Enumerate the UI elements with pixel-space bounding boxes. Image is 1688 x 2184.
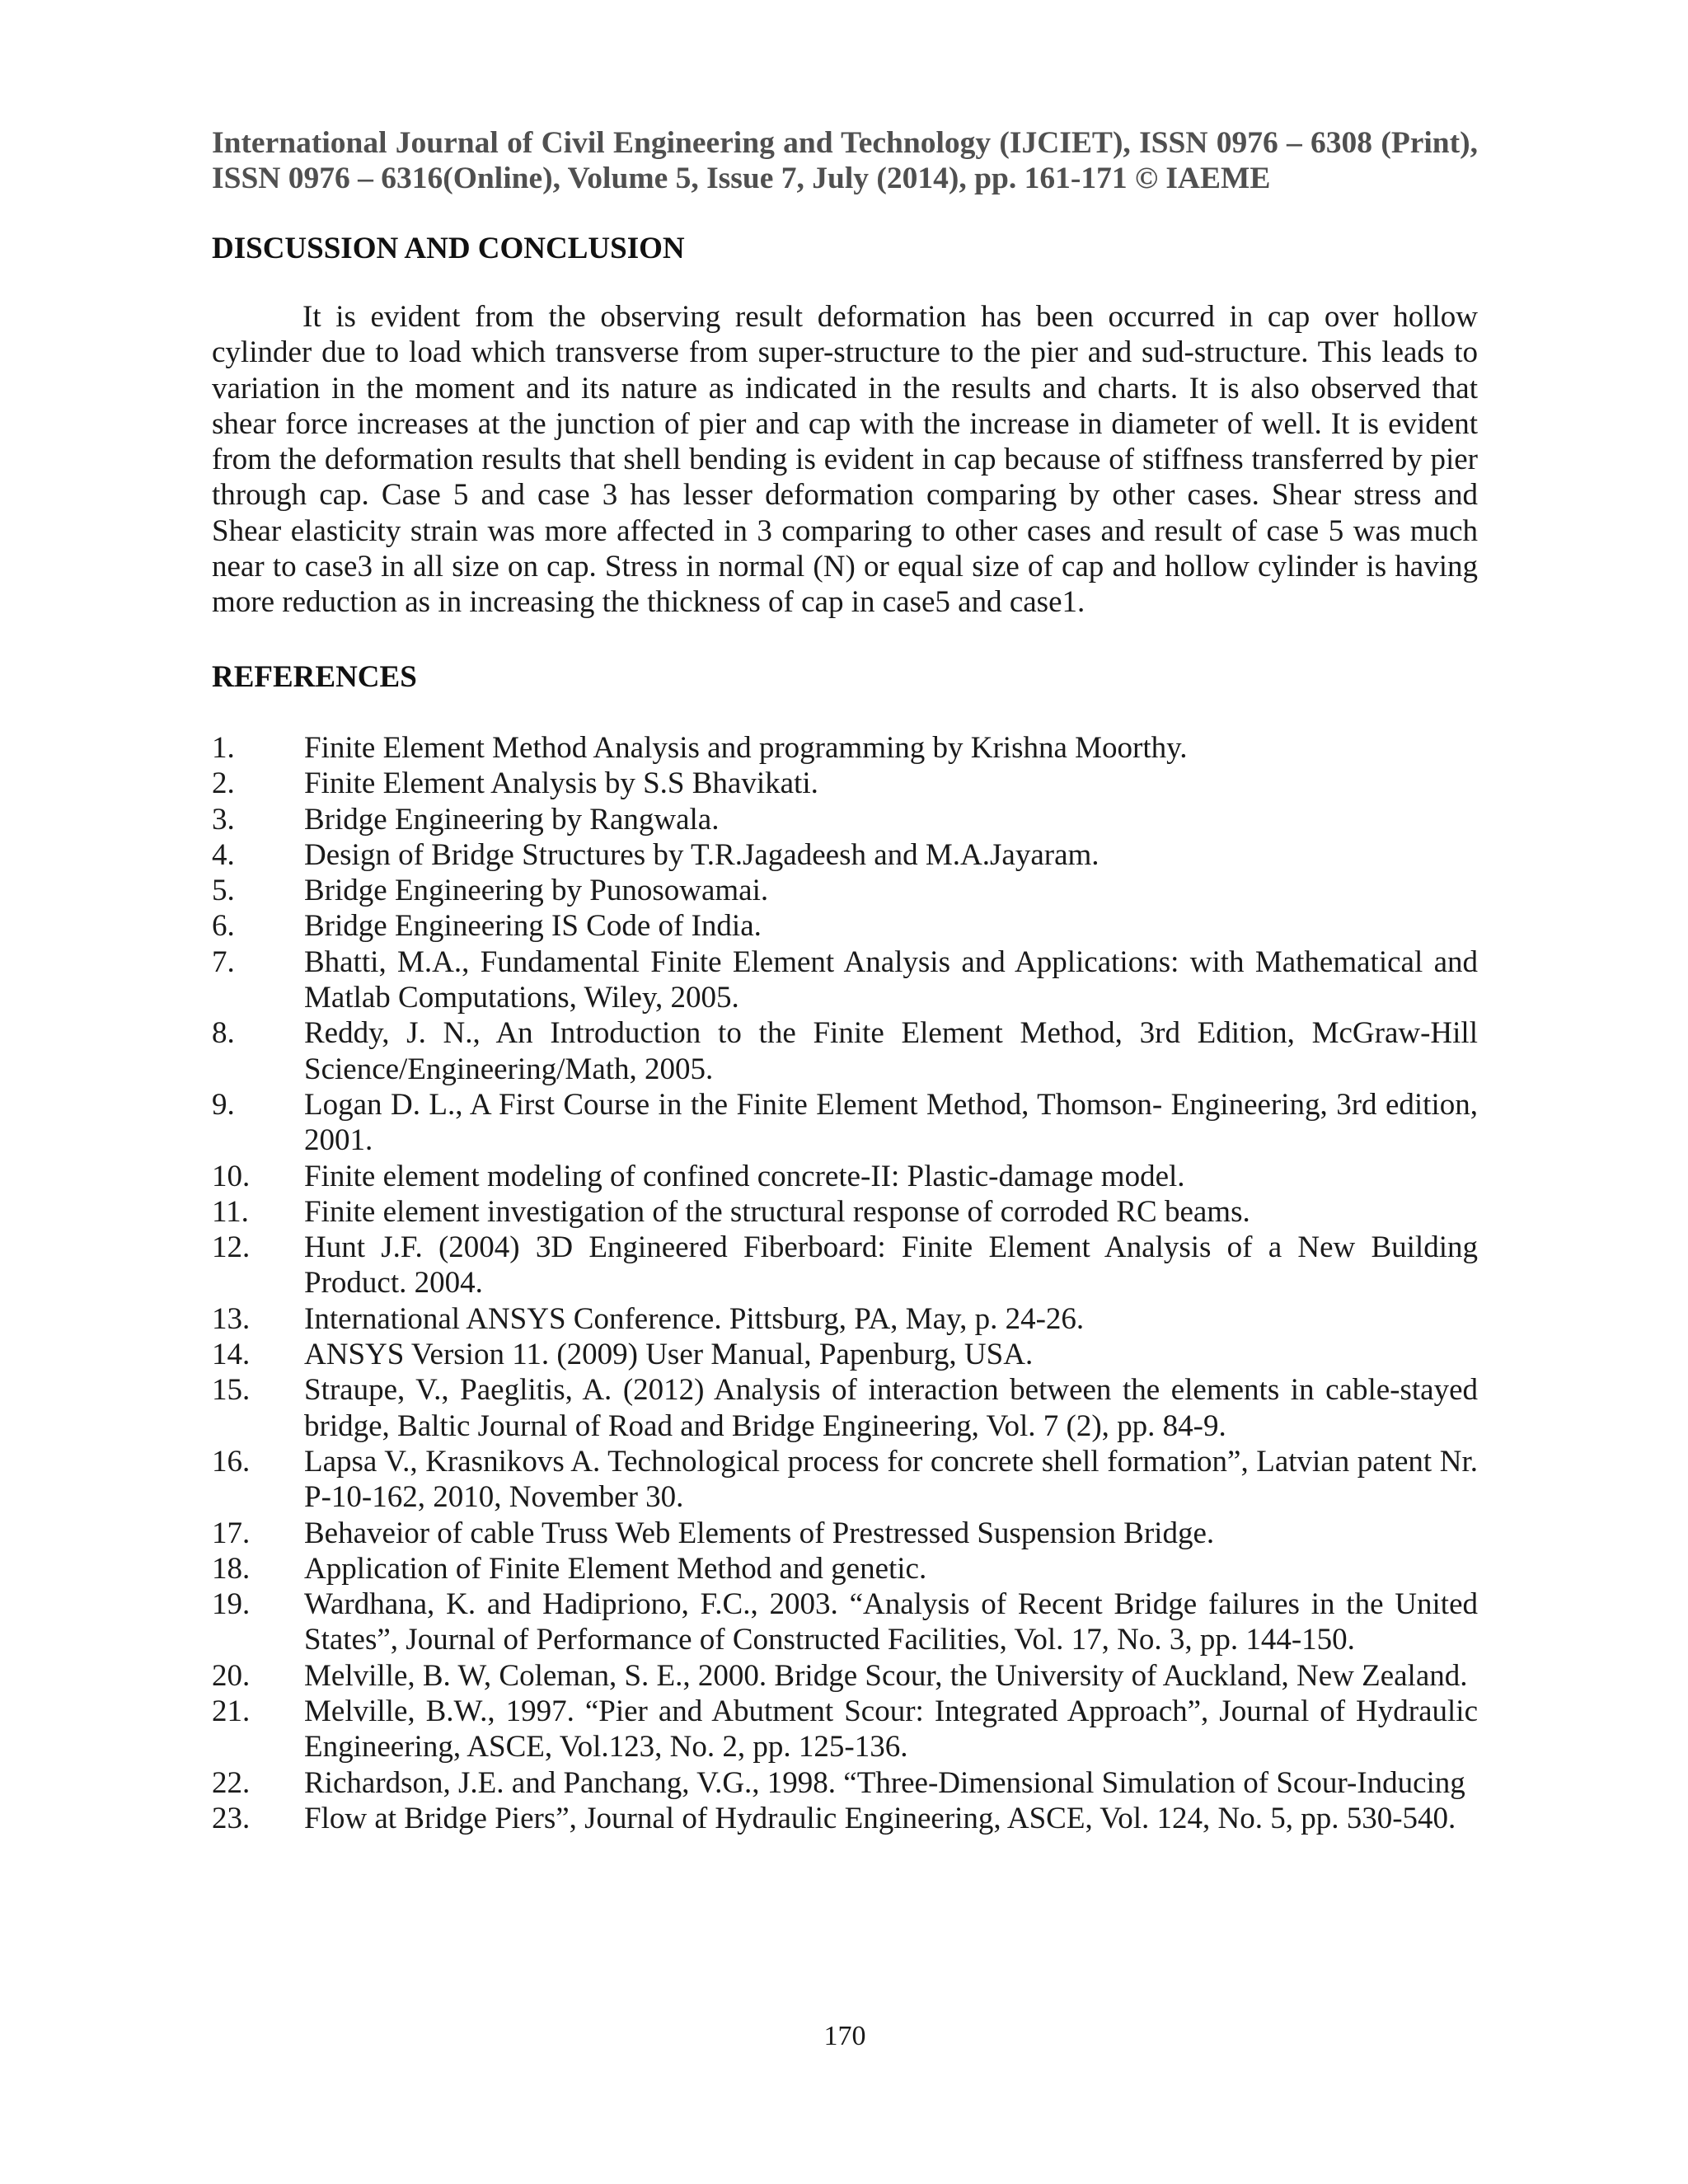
reference-list <box>212 730 1478 1836</box>
reference-item <box>212 1586 1478 1658</box>
reference-item <box>212 837 1478 873</box>
reference-text: Design of Bridge Structures by T.R.Jagadeesh and M.A.Jayaram. <box>304 837 1100 872</box>
reference-item <box>212 1658 1478 1694</box>
reference-item <box>212 1801 1478 1836</box>
reference-text: Logan D. L., A First Course in the Finite Element Method, Thomson- Engineering, 3rd edition, 2001. <box>304 1087 1478 1158</box>
reference-number: 18. <box>212 1551 251 1586</box>
reference-number: 20. <box>212 1658 251 1693</box>
reference-item <box>212 1444 1478 1516</box>
reference-number: 11. <box>212 1194 249 1229</box>
reference-item <box>212 1765 1478 1801</box>
reference-text: Lapsa V., Krasnikovs A. Technological process for concrete shell formation”, Latvian patent Nr. P-10-162, 2010, November 30. <box>304 1444 1478 1515</box>
reference-number: 6. <box>212 909 235 944</box>
reference-text: Finite element modeling of confined concrete-II: Plastic-damage model. <box>304 1159 1185 1193</box>
reference-text: Behaveior of cable Truss Web Elements of Prestressed Suspension Bridge. <box>304 1516 1215 1550</box>
reference-item <box>212 1194 1478 1230</box>
reference-item <box>212 1159 1478 1194</box>
reference-number: 15. <box>212 1373 251 1408</box>
reference-number: 9. <box>212 1087 235 1122</box>
reference-text: Bridge Engineering by Punosowamai. <box>304 874 769 908</box>
reference-text: Application of Finite Element Method and genetic. <box>304 1551 927 1586</box>
reference-text: Finite Element Analysis by S.S Bhavikati. <box>304 766 818 801</box>
reference-item <box>212 908 1478 944</box>
reference-item <box>212 1516 1478 1551</box>
reference-text: Finite element investigation of the structural response of corroded RC beams. <box>304 1194 1250 1229</box>
reference-item <box>212 730 1478 766</box>
reference-number: 3. <box>212 802 235 837</box>
reference-number: 8. <box>212 1016 235 1051</box>
reference-item <box>212 944 1478 1016</box>
reference-number: 17. <box>212 1516 251 1550</box>
reference-number: 12. <box>212 1230 251 1265</box>
reference-text: Melville, B.W., 1997. “Pier and Abutment Scour: Integrated Approach”, Journal of Hydraulic Engineering, ASCE, Vol.123, No. 2, pp. 125-136. <box>304 1694 1478 1765</box>
reference-text: Hunt J.F. (2004) 3D Engineered Fiberboard: Finite Element Analysis of a New Building Product. 2004. <box>304 1230 1478 1301</box>
reference-item <box>212 1087 1478 1159</box>
reference-text: Bridge Engineering by Rangwala. <box>304 802 720 837</box>
reference-item <box>212 1551 1478 1586</box>
reference-number: 10. <box>212 1159 251 1193</box>
reference-text: Reddy, J. N., An Introduction to the Finite Element Method, 3rd Edition, McGraw-Hill Science/Engineering/Math, 2005. <box>304 1016 1478 1086</box>
reference-item <box>212 1372 1478 1444</box>
reference-number: 2. <box>212 766 235 801</box>
reference-number: 22. <box>212 1765 251 1800</box>
reference-item <box>212 873 1478 908</box>
discussion-paragraph: It is evident from the observing result deformation has been occurred in cap over hollow cylinder due to load which transverse from super-structure to the pier and sud-structure. This leads to variation in the moment and its nature as indicated in the results and charts. It is also observed that shear force increases at the junction of pier and cap with the increase in diameter of well. It is evident from the deformation results that shell bending is evident in cap because of stiffness transferred by pier through cap. Case 5 and case 3 has lesser deformation comparing by other cases. Shear stress and Shear elasticity strain was more affected in 3 comparing to other cases and result of case 5 was much near to case3 in all size on cap. Stress in normal (N) or equal size of cap and hollow cylinder is having more reduction as in increasing the thickness of cap in case5 and case1. <box>212 300 1478 620</box>
reference-number: 23. <box>212 1801 251 1835</box>
reference-item <box>212 766 1478 801</box>
reference-text: International ANSYS Conference. Pittsburg, PA, May, p. 24-26. <box>304 1301 1085 1336</box>
reference-number: 19. <box>212 1587 251 1622</box>
references-heading: REFERENCES <box>212 660 417 694</box>
reference-text: ANSYS Version 11. (2009) User Manual, Papenburg, USA. <box>304 1338 1034 1372</box>
journal-header: International Journal of Civil Engineering and Technology (IJCIET), ISSN 0976 – 6308 (Print), ISSN 0976 – 6316(Online), Volume 5, Issue 7, July (2014), pp. 161-171 © IAEME <box>212 126 1478 195</box>
reference-item <box>212 1015 1478 1087</box>
reference-number: 1. <box>212 731 235 765</box>
reference-number: 7. <box>212 944 235 979</box>
discussion-heading: DISCUSSION AND CONCLUSION <box>212 232 685 265</box>
reference-number: 5. <box>212 874 235 908</box>
reference-text: Finite Element Method Analysis and programming by Krishna Moorthy. <box>304 731 1188 765</box>
reference-number: 16. <box>212 1444 251 1479</box>
reference-item <box>212 802 1478 837</box>
reference-text: Bridge Engineering IS Code of India. <box>304 909 762 944</box>
reference-text: Bhatti, M.A., Fundamental Finite Element Analysis and Applications: with Mathematical and Matlab Computations, Wiley, 2005. <box>304 944 1478 1015</box>
reference-text: Melville, B. W, Coleman, S. E., 2000. Bridge Scour, the University of Auckland, New Zealand. <box>304 1658 1468 1693</box>
reference-number: 4. <box>212 837 235 872</box>
reference-text: Straupe, V., Paeglitis, A. (2012) Analysis of interaction between the elements in cable-stayed bridge, Baltic Journal of Road and Bridge Engineering, Vol. 7 (2), pp. 84-9. <box>304 1373 1478 1443</box>
reference-item <box>212 1337 1478 1372</box>
document-page <box>212 0 1478 2184</box>
reference-number: 14. <box>212 1338 251 1372</box>
reference-number: 13. <box>212 1301 251 1336</box>
reference-number: 21. <box>212 1694 251 1729</box>
reference-item <box>212 1301 1478 1337</box>
reference-item <box>212 1230 1478 1301</box>
page-number: 170 <box>823 2021 866 2051</box>
reference-item <box>212 1694 1478 1765</box>
reference-text: Richardson, J.E. and Panchang, V.G., 1998. “Three-Dimensional Simulation of Scour-Inducing <box>304 1765 1465 1800</box>
reference-text: Wardhana, K. and Hadipriono, F.C., 2003. “Analysis of Recent Bridge failures in the United States”, Journal of Performance of Constructed Facilities, Vol. 17, No. 3, pp. 144-150. <box>304 1587 1478 1657</box>
reference-text: Flow at Bridge Piers”, Journal of Hydraulic Engineering, ASCE, Vol. 124, No. 5, pp. 530-540. <box>304 1801 1456 1835</box>
